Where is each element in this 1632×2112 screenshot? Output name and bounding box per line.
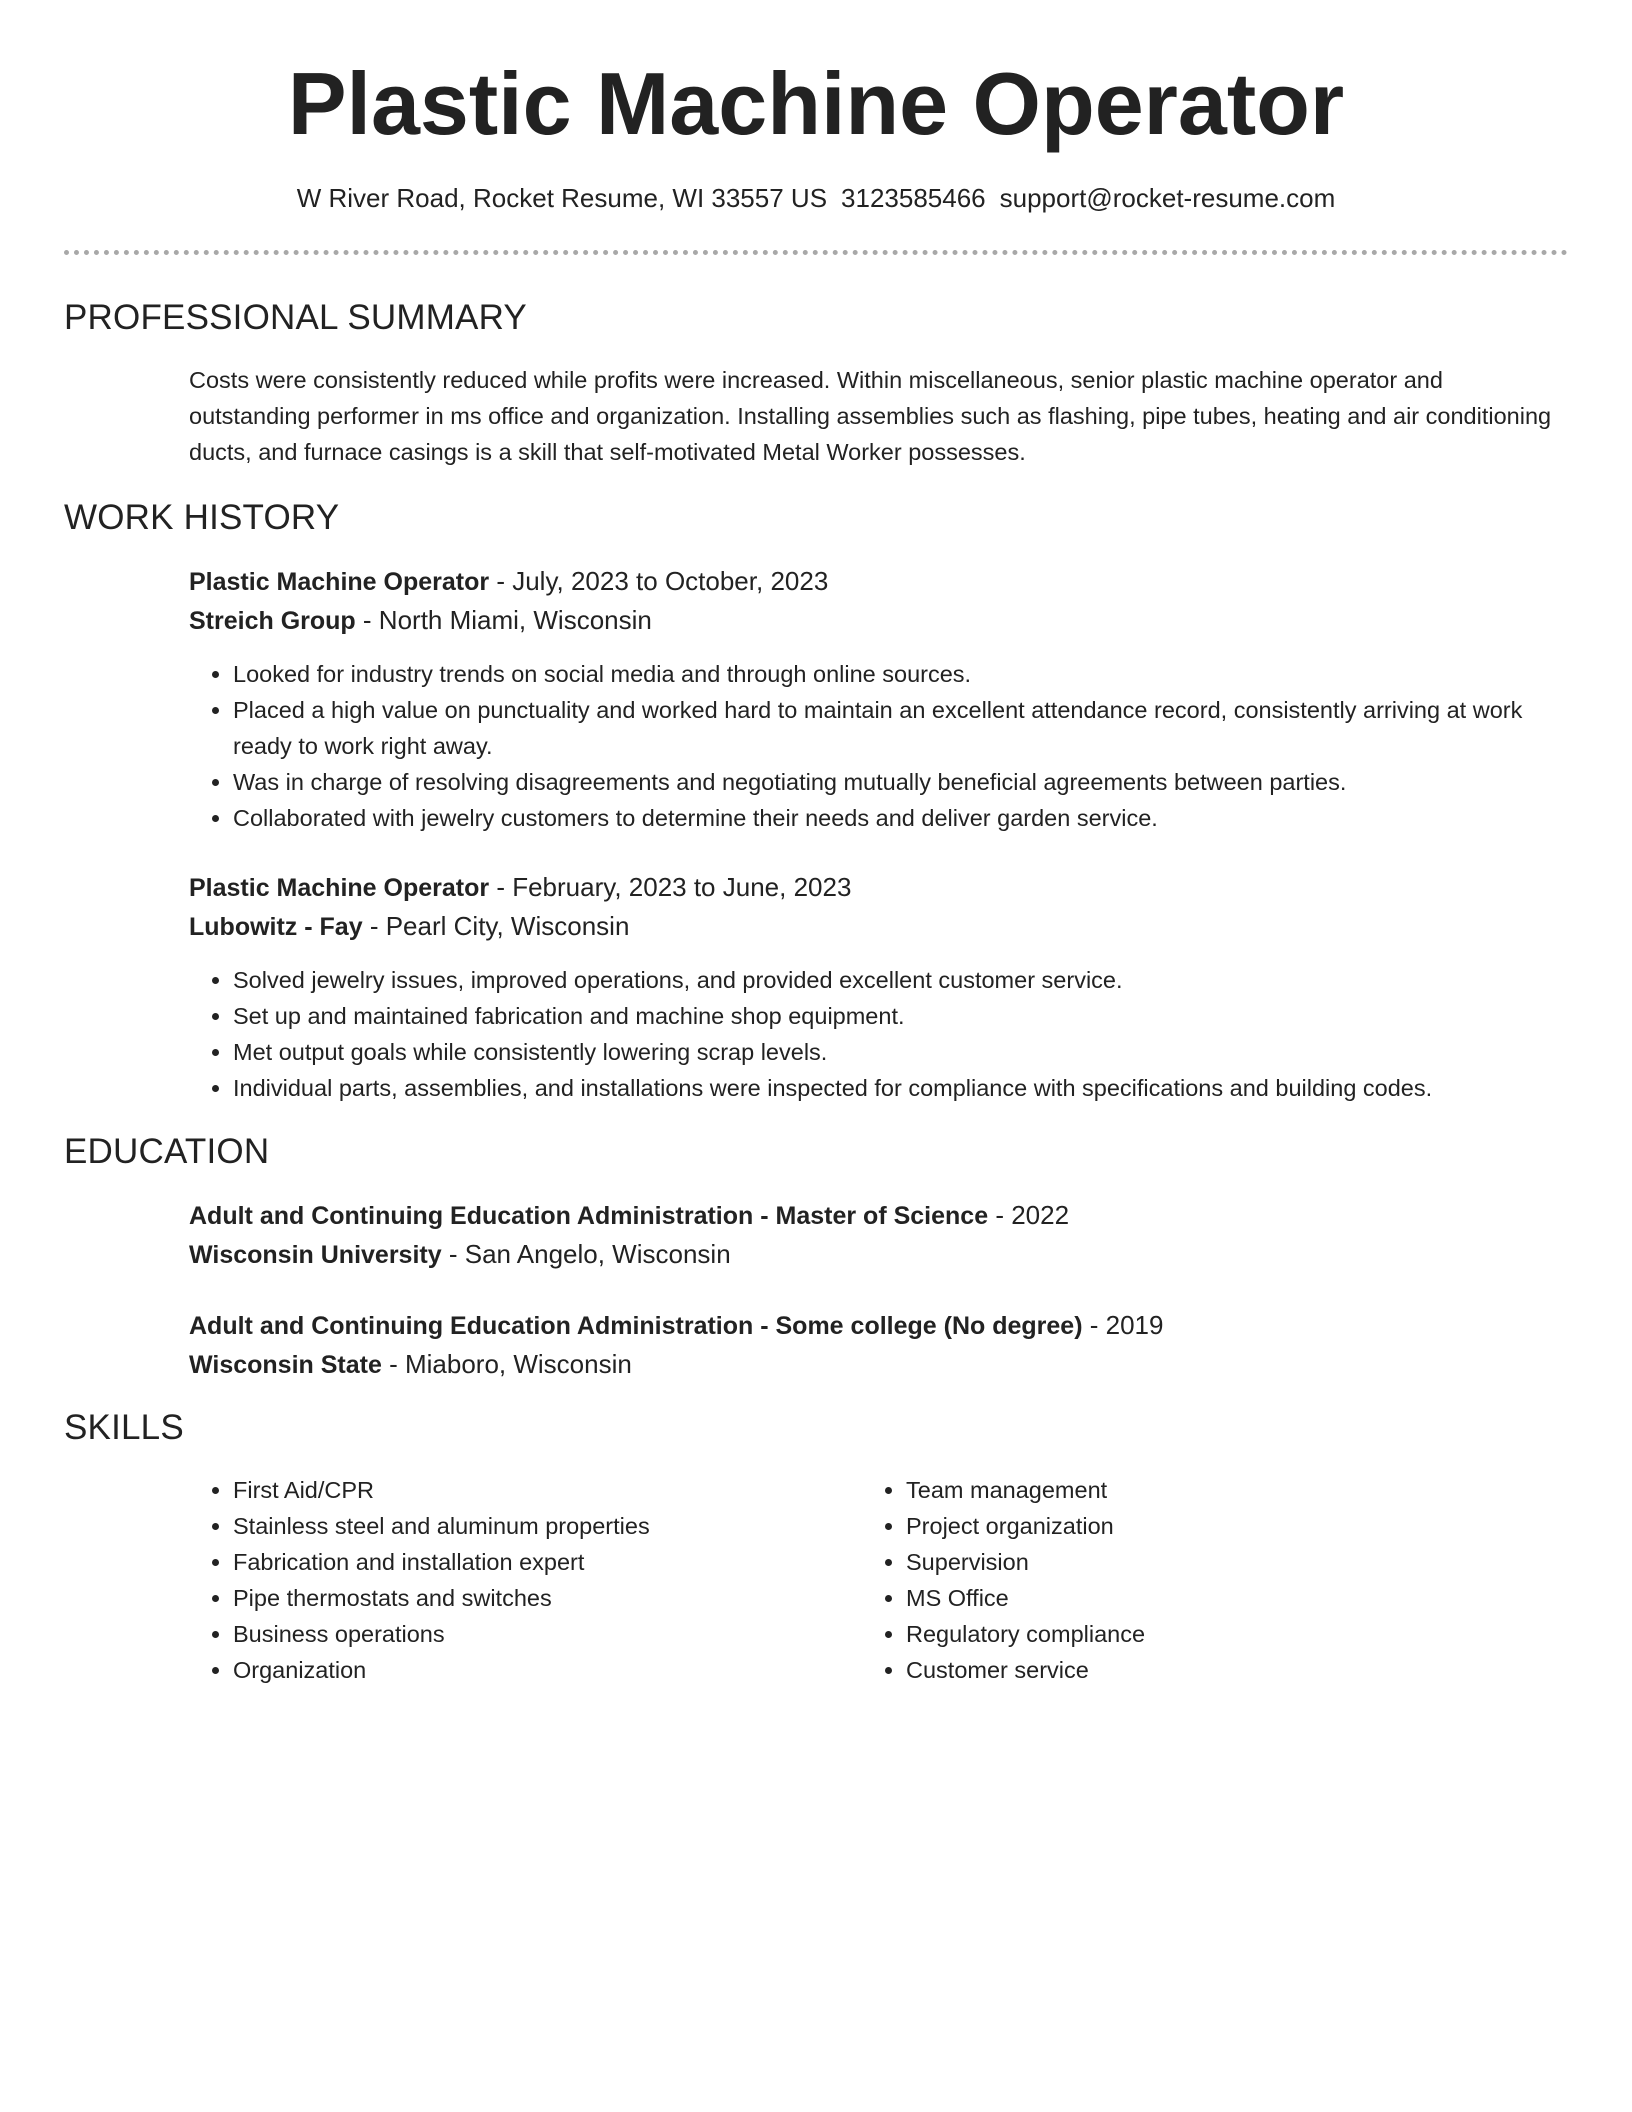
education-school-line [189, 1235, 1559, 1274]
work-history-heading: WORK HISTORY [64, 498, 340, 537]
education-year: - 2019 [1082, 1310, 1164, 1340]
job-bullet: • Placed a high value on punctuality and worked hard to maintain an excellent attendance record, consistently arriving at work ready to work right away. [233, 692, 1559, 764]
summary-text: Costs were consistently reduced while profits were increased. Within miscellaneous, senior plastic machine operator and outstanding performer in ms office and organization. Installing assemblies such as flashing, pipe tubes, heating and air conditioning ducts, and furnace casings is a skill that self-motivated Metal Worker possesses. [189, 367, 1552, 465]
education-school: Wisconsin State [189, 1351, 382, 1379]
skill-item: • Fabrication and installation expert [233, 1544, 809, 1580]
skill-item: • MS Office [906, 1580, 1482, 1616]
summary-heading: PROFESSIONAL SUMMARY [64, 298, 527, 337]
summary-block [189, 362, 1559, 470]
job-company: Lubowitz - Fay [189, 913, 363, 941]
job-company: Streich Group [189, 607, 356, 635]
education-heading: EDUCATION [64, 1132, 270, 1171]
skill-item: • Customer service [906, 1652, 1482, 1688]
job-bullet: • Individual parts, assemblies, and installations were inspected for compliance with specifications and building codes. [233, 1070, 1559, 1106]
contact-address: W River Road, Rocket Resume, WI 33557 US [296, 183, 828, 213]
job-company-line [189, 601, 1559, 640]
skill-item: • Pipe thermostats and switches [233, 1580, 809, 1616]
job-entry [189, 868, 1559, 946]
skills-list-right [862, 1472, 1482, 1688]
job-title-line [189, 562, 1559, 601]
job-bullet: • Looked for industry trends on social media and through online sources. [233, 656, 1559, 692]
job-bullets-block [189, 656, 1559, 836]
contact-phone: 3123585466 [841, 183, 986, 213]
job-bullets [189, 656, 1559, 836]
job-dates: - February, 2023 to June, 2023 [489, 872, 852, 902]
education-degree: Adult and Continuing Education Administration - Master of Science [189, 1202, 989, 1230]
education-location: - Miaboro, Wisconsin [381, 1349, 632, 1379]
skill-item: • First Aid/CPR [233, 1472, 809, 1508]
skill-item: • Supervision [906, 1544, 1482, 1580]
skill-item: • Stainless steel and aluminum properties [233, 1508, 809, 1544]
skill-item: • Business operations [233, 1616, 809, 1652]
job-dates: - July, 2023 to October, 2023 [489, 566, 829, 596]
education-entry [189, 1196, 1559, 1274]
job-bullet: • Collaborated with jewelry customers to determine their needs and deliver garden service. [233, 800, 1559, 836]
job-bullets-block [189, 962, 1559, 1106]
education-school: Wisconsin University [189, 1241, 442, 1269]
skills-column-left [189, 1472, 809, 1688]
education-school-line [189, 1345, 1559, 1384]
skill-item: • Project organization [906, 1508, 1482, 1544]
header-divider [64, 250, 1568, 255]
education-location: - San Angelo, Wisconsin [441, 1239, 731, 1269]
contact-email: support@rocket-resume.com [999, 183, 1336, 213]
skills-heading: SKILLS [64, 1408, 184, 1447]
skill-item: • Regulatory compliance [906, 1616, 1482, 1652]
education-degree-line [189, 1306, 1559, 1345]
education-degree-line [189, 1196, 1559, 1235]
job-bullet: • Set up and maintained fabrication and machine shop equipment. [233, 998, 1559, 1034]
job-bullets [189, 962, 1559, 1106]
education-entry [189, 1306, 1559, 1384]
job-bullet: • Solved jewelry issues, improved operations, and provided excellent customer service. [233, 962, 1559, 998]
job-role: Plastic Machine Operator [189, 568, 490, 596]
job-bullet: • Met output goals while consistently lowering scrap levels. [233, 1034, 1559, 1070]
job-bullet: • Was in charge of resolving disagreements and negotiating mutually beneficial agreements between parties. [233, 764, 1559, 800]
job-location: - North Miami, Wisconsin [355, 605, 652, 635]
education-degree: Adult and Continuing Education Administration - Some college (No degree) [189, 1312, 1083, 1340]
skills-list-left [189, 1472, 809, 1688]
education-year: - 2022 [988, 1200, 1070, 1230]
job-company-line [189, 907, 1559, 946]
skill-item: • Team management [906, 1472, 1482, 1508]
job-title-line [189, 868, 1559, 907]
job-entry [189, 562, 1559, 640]
skills-column-right [862, 1472, 1482, 1688]
contact-line [0, 180, 1632, 216]
job-role: Plastic Machine Operator [189, 874, 490, 902]
skill-item: • Organization [233, 1652, 809, 1688]
candidate-name: Plastic Machine Operator [287, 54, 1345, 153]
job-location: - Pearl City, Wisconsin [362, 911, 630, 941]
